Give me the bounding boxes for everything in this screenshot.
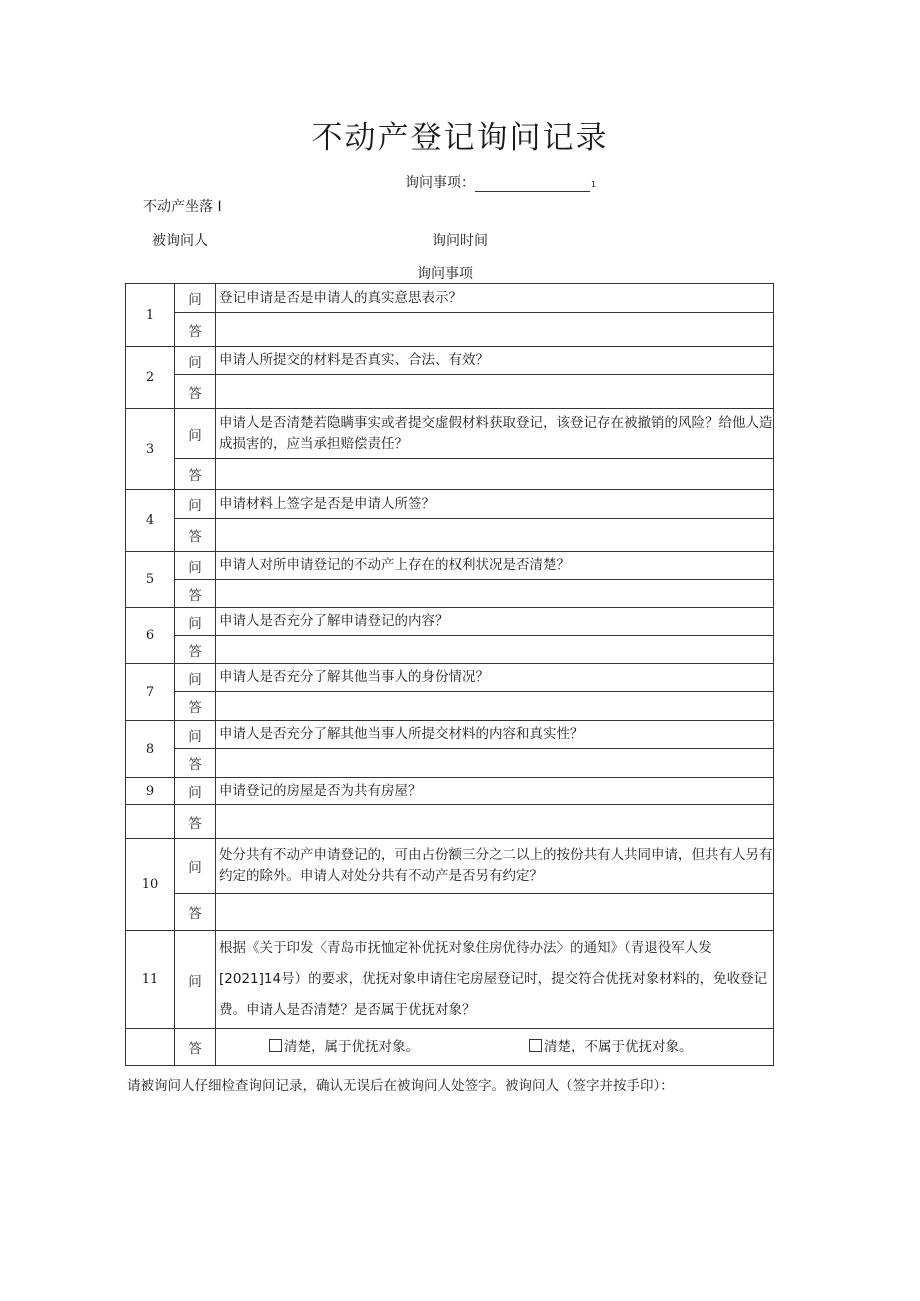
answer-label: 答 [175,749,216,778]
answer-cell[interactable] [216,459,774,490]
answer-cell[interactable] [216,749,774,778]
item-number: 1 [126,284,175,347]
item-number-blank [126,805,175,839]
item-number: 8 [126,721,175,778]
checkbox-icon[interactable] [529,1039,542,1052]
answer-cell[interactable] [216,636,774,664]
question-text: 登记申请是否是申请人的真实意思表示？ [216,284,774,313]
item-number: 6 [126,608,175,664]
item-number: 11 [126,931,175,1029]
signature-instruction: 请被询问人仔细检查询问记录，确认无误后在被询问人处签字。被询问人（签字并按手印）： [127,1078,674,1094]
inquiry-matter-label: 询问事项： [405,175,475,191]
question-label: 问 [175,664,216,692]
question-label: 问 [175,552,216,580]
question-label: 问 [175,931,216,1029]
item-number: 10 [126,839,175,931]
answer-cell[interactable] [216,313,774,347]
inquiry-time-label: 询问时间 [432,233,488,249]
question-text: 处分共有不动产申请登记的，可由占份额三分之二以上的按份共有人共同申请，但共有人另有约定的除外。申请人对处分共有不动产是否另有约定？ [216,839,774,894]
question-label: 问 [175,839,216,894]
option-yes-label: 清楚，属于优抚对象。 [284,1038,419,1055]
question-label: 问 [175,778,216,805]
option-no-label: 清楚，不属于优抚对象。 [544,1038,693,1055]
question-text: 申请材料上签字是否是申请人所签？ [216,490,774,519]
answer-label: 答 [175,1029,216,1066]
question-label: 问 [175,608,216,636]
answer-label: 答 [175,459,216,490]
question-text: 根据《关于印发〈青岛市抚恤定补优抚对象住房优待办法〉的通知》（青退役军人发[2021]14号）的要求，优抚对象申请住宅房屋登记时，提交符合优抚对象材料的，免收登记费。申请人是否清楚？是否属于优抚对象？ [216,931,774,1029]
answer-cell[interactable] [216,692,774,721]
document-title: 不动产登记询问记录 [311,120,609,156]
inquiry-items-heading: 询问事项 [417,266,473,282]
option-yes[interactable] [269,1037,419,1058]
property-location-label: 不动产坐落 I [143,199,222,215]
checkbox-icon[interactable] [269,1039,282,1052]
option-no[interactable] [529,1037,693,1058]
question-text: 申请人所提交的材料是否真实、合法、有效？ [216,347,774,375]
answer-cell[interactable] [216,375,774,409]
answer-cell[interactable] [216,519,774,552]
question-label: 问 [175,409,216,459]
answer-cell[interactable] [216,580,774,608]
inquired-person-label: 被询问人 [152,233,208,249]
answer-label: 答 [175,805,216,839]
answer-cell[interactable] [216,805,774,839]
answer-label: 答 [175,692,216,721]
question-text: 申请人是否充分了解其他当事人所提交材料的内容和真实性？ [216,721,774,749]
answer-cell[interactable] [216,894,774,931]
item-number: 2 [126,347,175,409]
item-number: 9 [126,778,175,805]
question-label: 问 [175,490,216,519]
inquiry-matter-field [405,172,596,192]
question-text: 申请人是否清楚若隐瞒事实或者提交虚假材料获取登记，该登记存在被撤销的风险？给他人造成损害的，应当承担赔偿责任？ [216,409,774,459]
answer-label: 答 [175,375,216,409]
answer-label: 答 [175,313,216,347]
inquiry-matter-blank[interactable] [475,177,590,192]
item-number: 4 [126,490,175,552]
question-label: 问 [175,347,216,375]
answer-label: 答 [175,580,216,608]
question-text: 申请人是否充分了解其他当事人的身份情况？ [216,664,774,692]
item-number-blank [126,1029,175,1066]
answer-label: 答 [175,894,216,931]
answer-label: 答 [175,519,216,552]
inquiry-matter-mark: 1 [591,180,597,189]
question-text: 申请登记的房屋是否为共有房屋？ [216,778,774,805]
question-label: 问 [175,721,216,749]
item-number: 7 [126,664,175,721]
answer-label: 答 [175,636,216,664]
answer-options [216,1029,774,1066]
question-text: 申请人是否充分了解申请登记的内容？ [216,608,774,636]
question-label: 问 [175,284,216,313]
inquiry-table [125,283,774,1066]
question-text: 申请人对所申请登记的不动产上存在的权利状况是否清楚？ [216,552,774,580]
item-number: 5 [126,552,175,608]
item-number: 3 [126,409,175,490]
